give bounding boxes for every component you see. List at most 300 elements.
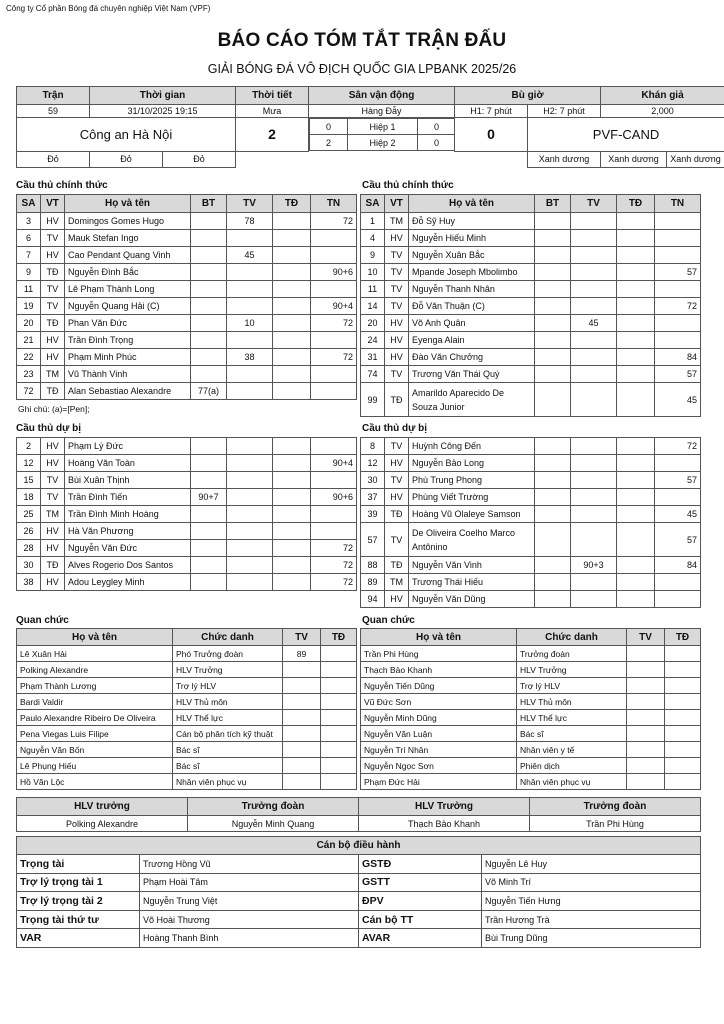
player-name: Trần Đình Trọng	[65, 332, 191, 349]
away-subs-table	[360, 437, 701, 608]
table-row	[17, 472, 357, 489]
player-red	[617, 213, 655, 230]
official-role: Cán bộ phân tích kỹ thuật	[173, 726, 283, 742]
player-position: TV	[41, 230, 65, 247]
table-row	[361, 742, 701, 758]
player-yellow	[571, 366, 617, 383]
player-position: HV	[41, 574, 65, 591]
table-row	[17, 662, 357, 678]
player-number: 38	[17, 574, 41, 591]
player-goals	[191, 574, 227, 591]
referee-name: Hoàng Thanh Bình	[140, 929, 359, 948]
official-name: Phạm Đức Hải	[361, 774, 517, 790]
player-goals	[535, 366, 571, 383]
player-sub	[655, 574, 701, 591]
player-red	[617, 506, 655, 523]
match-number: 59	[17, 105, 90, 118]
player-name: De Oliveira Coelho Marco Antônino	[409, 523, 535, 557]
away-officials-table	[360, 628, 701, 790]
player-number: 25	[17, 506, 41, 523]
official-role: Phó Trưởng đoàn	[173, 646, 283, 662]
official-name: Thạch Bảo Khanh	[361, 662, 517, 678]
table-row	[361, 523, 701, 557]
official-role: Nhân viên y tế	[517, 742, 627, 758]
away-coach-label: HLV Trưởng	[359, 798, 530, 816]
player-position: HV	[41, 349, 65, 366]
player-red	[273, 298, 311, 315]
player-yellow	[227, 264, 273, 281]
official-red	[665, 710, 701, 726]
official-name: Nguyễn Trí Nhân	[361, 742, 517, 758]
player-red	[617, 332, 655, 349]
table-row	[17, 774, 357, 790]
table-row	[17, 726, 357, 742]
col-name: Họ và tên	[409, 195, 535, 213]
player-goals	[535, 315, 571, 332]
player-name: Trần Đình Minh Hoàng	[65, 506, 191, 523]
player-position: TV	[41, 281, 65, 298]
official-name: Pena Viegas Luis Filipe	[17, 726, 173, 742]
player-red	[617, 574, 655, 591]
player-name: Mpande Joseph Mbolimbo	[409, 264, 535, 281]
player-position: HV	[385, 349, 409, 366]
col-bt: BT	[191, 195, 227, 213]
official-role: Trợ lý HLV	[517, 678, 627, 694]
home-officials-heading: Quan chức	[16, 615, 69, 626]
player-position: TV	[385, 438, 409, 455]
player-sub: 72	[311, 557, 357, 574]
half2-label: Hiệp 2	[348, 135, 418, 151]
official-red	[321, 726, 357, 742]
official-yellow	[283, 678, 321, 694]
col-tv: TV	[627, 629, 665, 646]
player-red	[617, 366, 655, 383]
player-position: TV	[385, 523, 409, 557]
player-name: Hoàng Vũ Olaleye Samson	[409, 506, 535, 523]
player-red	[273, 230, 311, 247]
player-goals	[191, 472, 227, 489]
away-subs-heading: Cầu thủ dự bị	[362, 423, 428, 434]
player-yellow	[227, 489, 273, 506]
player-goals	[535, 332, 571, 349]
player-name: Trương Thái Hiếu	[409, 574, 535, 591]
referee-name: Trần Hương Trà	[482, 910, 701, 929]
player-name: Alan Sebastiao Alexandre	[65, 383, 191, 400]
official-name: Lê Phụng Hiếu	[17, 758, 173, 774]
player-number: 15	[17, 472, 41, 489]
home-color-1: Đỏ	[17, 151, 90, 167]
player-goals	[535, 455, 571, 472]
player-goals: 77(a)	[191, 383, 227, 400]
col-tv: TV	[227, 195, 273, 213]
player-red	[273, 366, 311, 383]
player-yellow	[571, 438, 617, 455]
match-stadium: Hàng Đẫy	[309, 105, 455, 118]
player-red	[273, 472, 311, 489]
player-yellow	[571, 455, 617, 472]
player-number: 21	[17, 332, 41, 349]
match-info-table	[16, 86, 724, 168]
player-name: Đào Văn Chưởng	[409, 349, 535, 366]
match-attendance: 2,000	[601, 105, 724, 118]
official-role: HLV Thể lực	[517, 710, 627, 726]
table-row	[17, 281, 357, 298]
player-goals	[535, 298, 571, 315]
official-yellow	[627, 742, 665, 758]
player-yellow	[227, 540, 273, 557]
table-row	[361, 726, 701, 742]
player-sub: 84	[655, 349, 701, 366]
player-red	[273, 315, 311, 332]
official-role: Nhân viên phục vụ	[517, 774, 627, 790]
player-name: Nguyễn Đình Bắc	[65, 264, 191, 281]
match-time: 31/10/2025 19:15	[90, 105, 236, 118]
player-position: HV	[41, 213, 65, 230]
player-yellow	[571, 472, 617, 489]
player-number: 18	[17, 489, 41, 506]
table-row	[17, 855, 701, 874]
player-number: 99	[361, 383, 385, 417]
player-number: 14	[361, 298, 385, 315]
player-number: 22	[17, 349, 41, 366]
home-coach-name: Polking Alexandre	[17, 816, 188, 832]
official-red	[321, 742, 357, 758]
player-position: HV	[385, 332, 409, 349]
referee-name: Nguyễn Tiến Hưng	[482, 892, 701, 911]
player-yellow: 10	[227, 315, 273, 332]
referee-name: Võ Hoài Thương	[140, 910, 359, 929]
player-yellow	[571, 383, 617, 417]
player-goals	[535, 264, 571, 281]
official-name: Hồ Văn Lộc	[17, 774, 173, 790]
table-row	[361, 662, 701, 678]
player-goals	[535, 574, 571, 591]
official-name: Lê Xuân Hải	[17, 646, 173, 662]
referee-name: Nguyễn Lê Huy	[482, 855, 701, 874]
player-sub	[311, 438, 357, 455]
player-sub	[311, 523, 357, 540]
player-position: TV	[385, 366, 409, 383]
player-red	[617, 315, 655, 332]
player-name: Phạm Lý Đức	[65, 438, 191, 455]
player-goals	[191, 213, 227, 230]
official-yellow	[283, 758, 321, 774]
player-name: Đỗ Sỹ Huy	[409, 213, 535, 230]
player-position: TV	[385, 298, 409, 315]
player-yellow	[571, 281, 617, 298]
table-row	[17, 574, 357, 591]
half1-home: 0	[310, 119, 348, 135]
company-name: Công ty Cổ phần Bóng đá chuyên nghiệp Việt Nam (VPF)	[6, 4, 211, 13]
player-name: Nguyễn Văn Dũng	[409, 591, 535, 608]
header-weather: Thời tiết	[236, 87, 309, 105]
player-sub	[311, 332, 357, 349]
table-row	[17, 383, 357, 400]
player-red	[617, 591, 655, 608]
player-sub: 72	[311, 349, 357, 366]
player-goals	[191, 349, 227, 366]
player-position: HV	[385, 315, 409, 332]
player-sub: 72	[311, 213, 357, 230]
player-goals	[191, 455, 227, 472]
table-row	[361, 230, 701, 247]
table-row	[361, 774, 701, 790]
player-name: Nguyễn Hiếu Minh	[409, 230, 535, 247]
player-name: Amarildo Aparecido De Souza Junior	[409, 383, 535, 417]
away-manager-label: Trưởng đoàn	[530, 798, 701, 816]
player-name: Adou Leygley Minh	[65, 574, 191, 591]
col-td: TĐ	[321, 629, 357, 646]
player-sub: 72	[311, 315, 357, 332]
official-red	[321, 678, 357, 694]
referee-role: Trọng tài thứ tư	[17, 910, 140, 929]
player-sub	[311, 506, 357, 523]
player-red	[273, 438, 311, 455]
player-yellow	[571, 332, 617, 349]
header-stadium: Sân vận động	[309, 87, 455, 105]
player-yellow	[227, 383, 273, 400]
player-yellow	[571, 264, 617, 281]
player-position: TV	[385, 281, 409, 298]
official-yellow	[627, 726, 665, 742]
col-role: Chức danh	[173, 629, 283, 646]
official-role: Trưởng đoàn	[517, 646, 627, 662]
player-yellow	[571, 213, 617, 230]
player-yellow	[571, 298, 617, 315]
player-red	[273, 506, 311, 523]
referee-name: Trương Hồng Vũ	[140, 855, 359, 874]
col-vt: VT	[385, 195, 409, 213]
table-row	[361, 247, 701, 264]
player-red	[273, 540, 311, 557]
player-name: Phan Văn Đức	[65, 315, 191, 332]
official-name: Paulo Alexandre Ribeiro De Oliveira	[17, 710, 173, 726]
player-sub	[655, 332, 701, 349]
player-sub	[311, 383, 357, 400]
player-name: Vũ Thành Vinh	[65, 366, 191, 383]
player-yellow: 45	[227, 247, 273, 264]
official-yellow	[283, 774, 321, 790]
player-red	[273, 574, 311, 591]
player-number: 2	[17, 438, 41, 455]
player-position: HV	[385, 591, 409, 608]
player-yellow	[227, 298, 273, 315]
player-position: HV	[41, 332, 65, 349]
player-yellow	[227, 523, 273, 540]
player-name: Hoàng Văn Toàn	[65, 455, 191, 472]
player-name: Bùi Xuân Thịnh	[65, 472, 191, 489]
table-row	[17, 758, 357, 774]
player-red	[617, 523, 655, 557]
player-number: 30	[17, 557, 41, 574]
header-stoppage: Bù giờ	[455, 87, 601, 105]
home-color-2: Đỏ	[90, 151, 163, 167]
table-row	[361, 281, 701, 298]
official-yellow	[283, 742, 321, 758]
home-coach-label: HLV trưởng	[17, 798, 188, 816]
player-sub: 90+6	[311, 264, 357, 281]
player-red	[273, 264, 311, 281]
player-name: Cao Pendant Quang Vinh	[65, 247, 191, 264]
table-row	[17, 230, 357, 247]
official-red	[665, 694, 701, 710]
player-sub: 57	[655, 264, 701, 281]
col-sa: SA	[361, 195, 385, 213]
table-row	[361, 455, 701, 472]
player-position: HV	[385, 230, 409, 247]
player-name: Phù Trung Phong	[409, 472, 535, 489]
player-name: Hà Văn Phương	[65, 523, 191, 540]
player-sub	[311, 281, 357, 298]
referee-role: VAR	[17, 929, 140, 948]
official-red	[665, 774, 701, 790]
player-goals	[535, 230, 571, 247]
table-row	[17, 366, 357, 383]
player-number: 31	[361, 349, 385, 366]
table-row	[17, 315, 357, 332]
player-goals	[191, 281, 227, 298]
table-row	[17, 213, 357, 230]
table-row	[17, 929, 701, 948]
table-row	[361, 678, 701, 694]
col-td: TĐ	[273, 195, 311, 213]
player-sub: 57	[655, 472, 701, 489]
official-name: Polking Alexandre	[17, 662, 173, 678]
league-subtitle: GIẢI BÓNG ĐÁ VÔ ĐỊCH QUỐC GIA LPBANK 2025/26	[207, 62, 517, 76]
official-role: Nhân viên phục vụ	[173, 774, 283, 790]
player-name: Trần Đình Tiến	[65, 489, 191, 506]
away-color-3: Xanh dương	[667, 151, 724, 167]
player-sub	[311, 366, 357, 383]
player-red	[617, 247, 655, 264]
player-position: HV	[41, 455, 65, 472]
home-starters-table	[16, 194, 357, 400]
col-td: TĐ	[665, 629, 701, 646]
match-weather: Mưa	[236, 105, 309, 118]
official-yellow	[627, 646, 665, 662]
player-goals	[535, 472, 571, 489]
referees-title: Cán bộ điều hành	[17, 837, 701, 855]
player-name: Eyenga Alain	[409, 332, 535, 349]
player-yellow	[571, 506, 617, 523]
official-name: Bardi Valdir	[17, 694, 173, 710]
player-yellow: 90+3	[571, 557, 617, 574]
player-red	[617, 438, 655, 455]
away-starters-heading: Cầu thủ chính thức	[362, 180, 454, 191]
player-goals	[191, 366, 227, 383]
official-name: Nguyễn Tiến Dũng	[361, 678, 517, 694]
player-position: TV	[385, 472, 409, 489]
player-number: 6	[17, 230, 41, 247]
player-red	[617, 455, 655, 472]
player-position: TĐ	[41, 383, 65, 400]
official-name: Vũ Đức Sơn	[361, 694, 517, 710]
official-name: Nguyễn Văn Luận	[361, 726, 517, 742]
away-coach-name: Thạch Bảo Khanh	[359, 816, 530, 832]
player-yellow	[571, 489, 617, 506]
player-sub: 45	[655, 383, 701, 417]
official-role: HLV Thủ môn	[517, 694, 627, 710]
player-sub: 90+4	[311, 298, 357, 315]
referee-role: Trọng tài	[17, 855, 140, 874]
player-number: 8	[361, 438, 385, 455]
player-sub: 72	[311, 574, 357, 591]
player-goals	[191, 540, 227, 557]
home-manager-label: Trưởng đoàn	[188, 798, 359, 816]
official-role: HLV Thủ môn	[173, 694, 283, 710]
table-row	[17, 349, 357, 366]
player-yellow	[227, 455, 273, 472]
away-starters-table	[360, 194, 701, 417]
official-yellow	[283, 726, 321, 742]
table-row	[17, 646, 357, 662]
player-name: Lê Phạm Thành Long	[65, 281, 191, 298]
player-goals	[191, 438, 227, 455]
official-red	[321, 774, 357, 790]
home-starters-heading: Cầu thủ chính thức	[16, 180, 108, 191]
official-role: HLV Trưởng	[517, 662, 627, 678]
report-title: BÁO CÁO TÓM TẮT TRẬN ĐẤU	[217, 30, 507, 51]
table-row	[17, 489, 357, 506]
player-red	[617, 349, 655, 366]
col-tn: TN	[655, 195, 701, 213]
player-position: TM	[41, 506, 65, 523]
player-sub: 90+4	[311, 455, 357, 472]
table-row	[17, 710, 357, 726]
table-row	[17, 892, 701, 911]
home-color-3: Đỏ	[163, 151, 236, 167]
official-yellow	[283, 694, 321, 710]
home-score: 2	[236, 118, 309, 152]
player-number: 20	[17, 315, 41, 332]
referee-name: Võ Minh Trí	[482, 873, 701, 892]
col-vt: VT	[41, 195, 65, 213]
official-yellow	[283, 662, 321, 678]
player-number: 39	[361, 506, 385, 523]
player-goals	[191, 230, 227, 247]
official-yellow	[627, 758, 665, 774]
player-position: TV	[41, 489, 65, 506]
official-yellow	[627, 710, 665, 726]
player-name: Nguyễn Quang Hải (C)	[65, 298, 191, 315]
official-red	[665, 742, 701, 758]
player-sub	[655, 315, 701, 332]
player-red	[273, 455, 311, 472]
player-goals	[191, 264, 227, 281]
col-sa: SA	[17, 195, 41, 213]
player-yellow	[227, 332, 273, 349]
signature-table	[16, 797, 701, 832]
player-number: 26	[17, 523, 41, 540]
referee-name: Phạm Hoài Tâm	[140, 873, 359, 892]
player-yellow	[227, 438, 273, 455]
player-number: 89	[361, 574, 385, 591]
player-red	[273, 349, 311, 366]
official-name: Nguyễn Ngọc Sơn	[361, 758, 517, 774]
player-goals	[535, 213, 571, 230]
player-red	[617, 489, 655, 506]
player-goals	[191, 506, 227, 523]
col-bt: BT	[535, 195, 571, 213]
player-number: 30	[361, 472, 385, 489]
referee-role: GSTĐ	[359, 855, 482, 874]
player-number: 72	[17, 383, 41, 400]
official-yellow	[627, 662, 665, 678]
official-role: Phiên dịch	[517, 758, 627, 774]
table-row	[17, 264, 357, 281]
penalty-note: Ghi chú: (a)=[Pen];	[18, 404, 90, 414]
official-role: Bác sĩ	[517, 726, 627, 742]
